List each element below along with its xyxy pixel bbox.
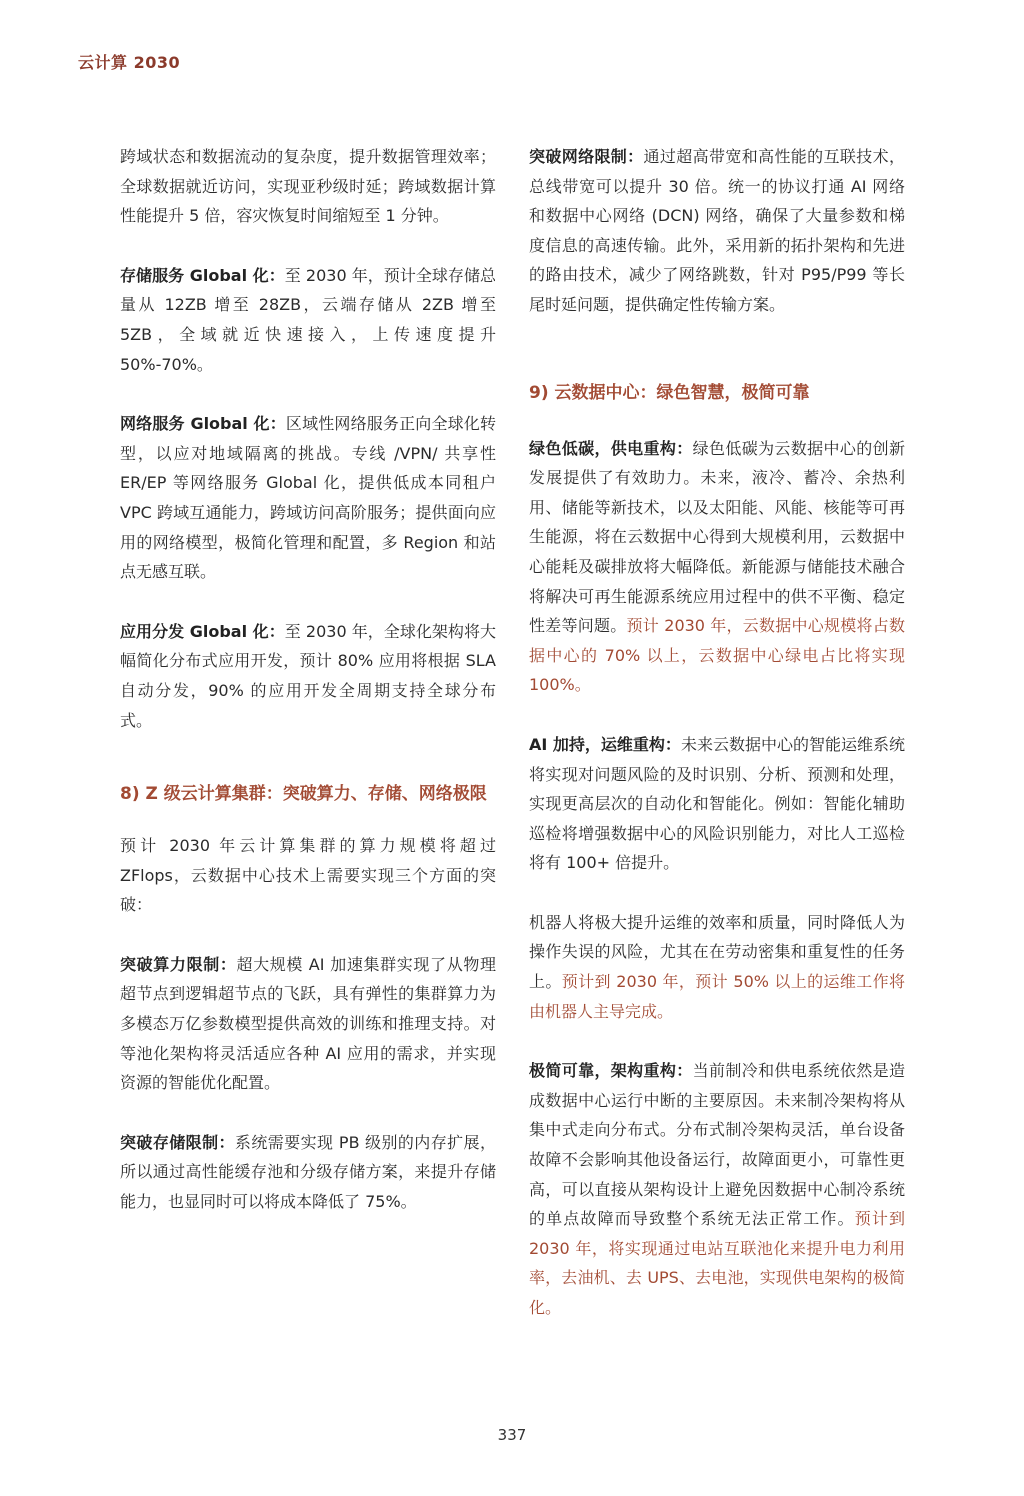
paragraph-robots <box>529 908 905 1026</box>
paragraph-lead: 存储服务 Global 化： <box>120 265 285 285</box>
paragraph-text: 区域性网络服务正向全球化转型，以应对地域隔离的挑战。专线 /VPN/ 共享性 ER/EP 等网络服务 Global 化，提供低成本同租户 VPC 跨域互通能力，跨域访问高阶服务；提供面向应用的网络模型，极简化管理和配置，多 Region 和站点无感互联。 <box>120 414 496 582</box>
section-heading-8: 8) Z 级云计算集群：突破算力、存储、网络极限 <box>120 784 487 805</box>
paragraph <box>120 831 496 920</box>
paragraph-lead: AI 加持，运维重构： <box>529 734 681 754</box>
paragraph-text: 未来云数据中心的智能运维系统将实现对问题风险的及时识别、分析、预测和处理，实现更高层次的自动化和智能化。例如：智能化辅助巡检将增强数据中心的风险识别能力，对比人工巡检将有 100+ 倍提升。 <box>529 734 905 873</box>
paragraph-text: 通过超高带宽和高性能的互联技术，总线带宽可以提升 30 倍。统一的协议打通 AI 网络和数据中心网络 (DCN) 网络，确保了大量参数和梯度信息的高速传输。此外，采用新的拓扑架构和先进的路由技术，减少了网络跳数，针对 P95/P99 等长尾时延问题，提供确定性传输方案。 <box>529 147 905 314</box>
paragraph-lead: 网络服务 Global 化： <box>120 414 286 434</box>
paragraph-text: 当前制冷和供电系统依然是造成数据中心运行中断的主要原因。未来制冷架构将从集中式走向分布式。分布式制冷架构灵活，单台设备故障不会影响其他设备运行，故障面更小，可靠性更高，可以直接从架构设计上避免因数据中心制冷系统的单点故障而导致整个系统无法正常工作。 <box>529 1061 905 1229</box>
paragraph-green-power <box>529 434 905 700</box>
paragraph-text: 绿色低碳为云数据中心的创新发展提供了有效助力。未来，液冷、蓄冷、余热利用、储能等新技术，以及太阳能、风能、核能等可再生能源，将在云数据中心得到大规模利用，云数据中心能耗及碳排放将大幅降低。新能源与储能技术融合将解决可再生能源系统应用过程中的供不平衡、稳定性差等问题。 <box>529 438 905 636</box>
paragraph-network-global <box>120 409 496 587</box>
section-heading-9: 9) 云数据中心：绿色智慧，极简可靠 <box>529 382 810 403</box>
right-column <box>529 142 905 1353</box>
paragraph-text: 至 2030 年，预计全球存储总量从 12ZB 增至 28ZB，云端存储从 2ZB 增至 5ZB，全域就近快速接入，上传速度提升 50%-70%。 <box>120 265 496 374</box>
paragraph-text: 超大规模 AI 加速集群实现了从物理超节点到逻辑超节点的飞跃，具有弹性的集群算力为多模态万亿参数模型提供高效的训练和推理支持。对等池化架构将灵活适应各种 AI 应用的需求，并实现资源的智能优化配置。 <box>120 954 496 1093</box>
paragraph-storage-limit <box>120 1128 496 1217</box>
paragraph-text: 系统需要实现 PB 级别的内存扩展，所以通过高性能缓存池和分级存储方案，来提升存储能力，也显同时可以将成本降低了 75%。 <box>120 1132 496 1212</box>
highlight-text: 预计到 2030 年，预计 50% 以上的运维工作将由机器人主导完成。 <box>529 972 905 1021</box>
running-header: 云计算 2030 <box>78 53 181 72</box>
paragraph-text: 跨域状态和数据流动的复杂度，提升数据管理效率；全球数据就近访问，实现亚秒级时延；跨域数据计算性能提升 5 倍，容灾恢复时间缩短至 1 分钟。 <box>120 147 496 226</box>
left-column <box>120 142 496 1247</box>
paragraph-ai-ops <box>529 730 905 878</box>
paragraph-lead: 极简可靠，架构重构： <box>529 1061 693 1081</box>
paragraph-storage-global <box>120 261 496 379</box>
highlight-text: 预计到 2030 年，将实现通过电站互联池化来提升电力利用率，去油机、去 UPS、去电池，实现供电架构的极简化。 <box>529 1209 905 1317</box>
paragraph-text: 预计 2030 年云计算集群的算力规模将超过 ZFlops，云数据中心技术上需要实现三个方面的突破： <box>120 836 496 915</box>
paragraph-lead: 突破存储限制： <box>120 1132 235 1152</box>
highlight-text: 预计 2030 年，云数据中心规模将占数据中心的 70% 以上，云数据中心绿电占比将实现 100%。 <box>529 616 905 695</box>
paragraph <box>120 142 496 231</box>
paragraph-text: 机器人将极大提升运维的效率和质量，同时降低人为操作失误的风险，尤其在在劳动密集和重复性的任务上。 <box>529 912 905 992</box>
paragraph-lead: 突破网络限制： <box>529 147 644 166</box>
paragraph-app-distribution-global <box>120 617 496 735</box>
paragraph-network-limit <box>529 142 905 320</box>
paragraph-text: 至 2030 年，全球化架构将大幅简化分布式应用开发，预计 80% 应用将根据 SLA 自动分发，90% 的应用开发全周期支持全球分布式。 <box>120 621 496 730</box>
paragraph-compute-limit <box>120 950 496 1098</box>
paragraph-lead: 绿色低碳，供电重构： <box>529 438 693 458</box>
paragraph-simple-reliable <box>529 1056 905 1322</box>
paragraph-lead: 应用分发 Global 化： <box>120 621 285 641</box>
paragraph-lead: 突破算力限制： <box>120 954 237 974</box>
page-number: 337 <box>497 1426 527 1444</box>
